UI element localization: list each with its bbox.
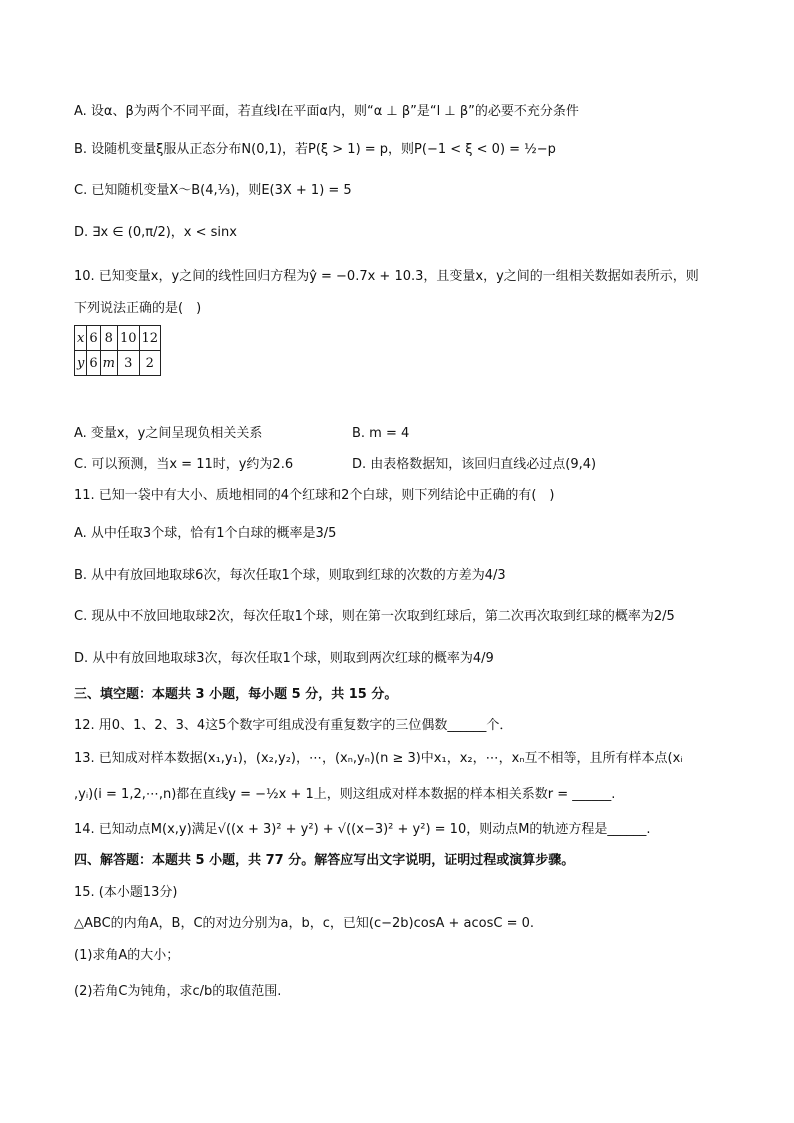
q9-option-c: C. 已知随机变量X～B(4,⅓)，则E(3X + 1) = 5 xyxy=(74,183,352,198)
table-row-y xyxy=(75,351,161,376)
q11-option-d: D. 从中有放回地取球3次，每次任取1个球，则取到两次红球的概率为4/9 xyxy=(74,651,494,666)
q15-part1: (1)求角A的大小； xyxy=(74,948,180,963)
q14-stem: 14. 已知动点M(x,y)满足√((x + 3)² + y²) + √((x−3)² + y²) = 10，则动点M的轨迹方程是______. xyxy=(74,822,651,837)
q9-option-a: A. 设α、β为两个不同平面，若直线l在平面α内，则“α ⊥ β”是“l ⊥ β”的必要不充分条件 xyxy=(74,104,579,119)
q10-option-c: C. 可以预测，当x = 11时，y约为2.6 xyxy=(74,457,294,472)
table-cell: 3 xyxy=(117,351,139,376)
table-cell: 10 xyxy=(117,326,139,351)
section-heading-fill-in: 三、填空题：本题共 3 小题，每小题 5 分，共 15 分。 xyxy=(74,687,398,702)
q11-stem: 11. 已知一袋中有大小、质地相同的4个红球和2个白球，则下列结论中正确的有( ) xyxy=(74,488,555,503)
table-cell: 6 xyxy=(87,351,100,376)
table-cell: 12 xyxy=(139,326,161,351)
table-cell: m xyxy=(100,351,117,376)
q10-stem-line1: 10. 已知变量x，y之间的线性回归方程为ŷ = −0.7x + 10.3，且变量x，y之间的一组相关数据如表所示，则 xyxy=(74,269,699,284)
q10-option-b: B. m = 4 xyxy=(352,426,410,441)
q13-line1: 13. 已知成对样本数据(x₁,y₁)，(x₂,y₂)，⋯，(xₙ,yₙ)(n ≥ 3)中x₁，x₂，⋯，xₙ互不相等，且所有样本点(xᵢ xyxy=(74,751,683,766)
table-cell: x xyxy=(75,326,87,351)
q11-option-a: A. 从中任取3个球，恰有1个白球的概率是3/5 xyxy=(74,526,337,541)
q10-data-table xyxy=(74,325,161,376)
q11-option-b: B. 从中有放回地取球6次，每次任取1个球，则取到红球的次数的方差为4/3 xyxy=(74,568,506,583)
table-cell: y xyxy=(75,351,87,376)
q9-option-b: B. 设随机变量ξ服从正态分布N(0,1)，若P(ξ > 1) = p，则P(−1 < ξ < 0) = ½−p xyxy=(74,142,556,157)
table-cell: 8 xyxy=(100,326,117,351)
q9-option-d: D. ∃x ∈ (0,π/2)，x < sinx xyxy=(74,225,237,240)
section-heading-solutions: 四、解答题：本题共 5 小题，共 77 分。解答应写出文字说明，证明过程或演算步骤。 xyxy=(74,853,575,868)
q12-stem: 12. 用0、1、2、3、4这5个数字可组成没有重复数字的三位偶数______个． xyxy=(74,718,513,733)
table-cell: 2 xyxy=(139,351,161,376)
table-row-x xyxy=(75,326,161,351)
q15-part2: (2)若角C为钝角，求c/b的取值范围. xyxy=(74,984,282,999)
table-cell: 6 xyxy=(87,326,100,351)
q10-option-d: D. 由表格数据知，该回归直线必过点(9,4) xyxy=(352,457,597,472)
q10-stem-line2: 下列说法正确的是( ) xyxy=(74,301,202,316)
q13-line2: ,yᵢ)(i = 1,2,⋯,n)都在直线y = −½x + 1上，则这组成对样本数据的样本相关系数r = ______. xyxy=(74,787,616,802)
q10-option-a: A. 变量x，y之间呈现负相关关系 xyxy=(74,426,263,441)
q15-stem: △ABC的内角A，B，C的对边分别为a，b，c，已知(c−2b)cosA + acosC = 0. xyxy=(74,916,535,931)
q15-header: 15. (本小题13分) xyxy=(74,885,178,900)
q11-option-c: C. 现从中不放回地取球2次，每次任取1个球，则在第一次取到红球后，第二次再次取到红球的概率为2/5 xyxy=(74,609,675,624)
